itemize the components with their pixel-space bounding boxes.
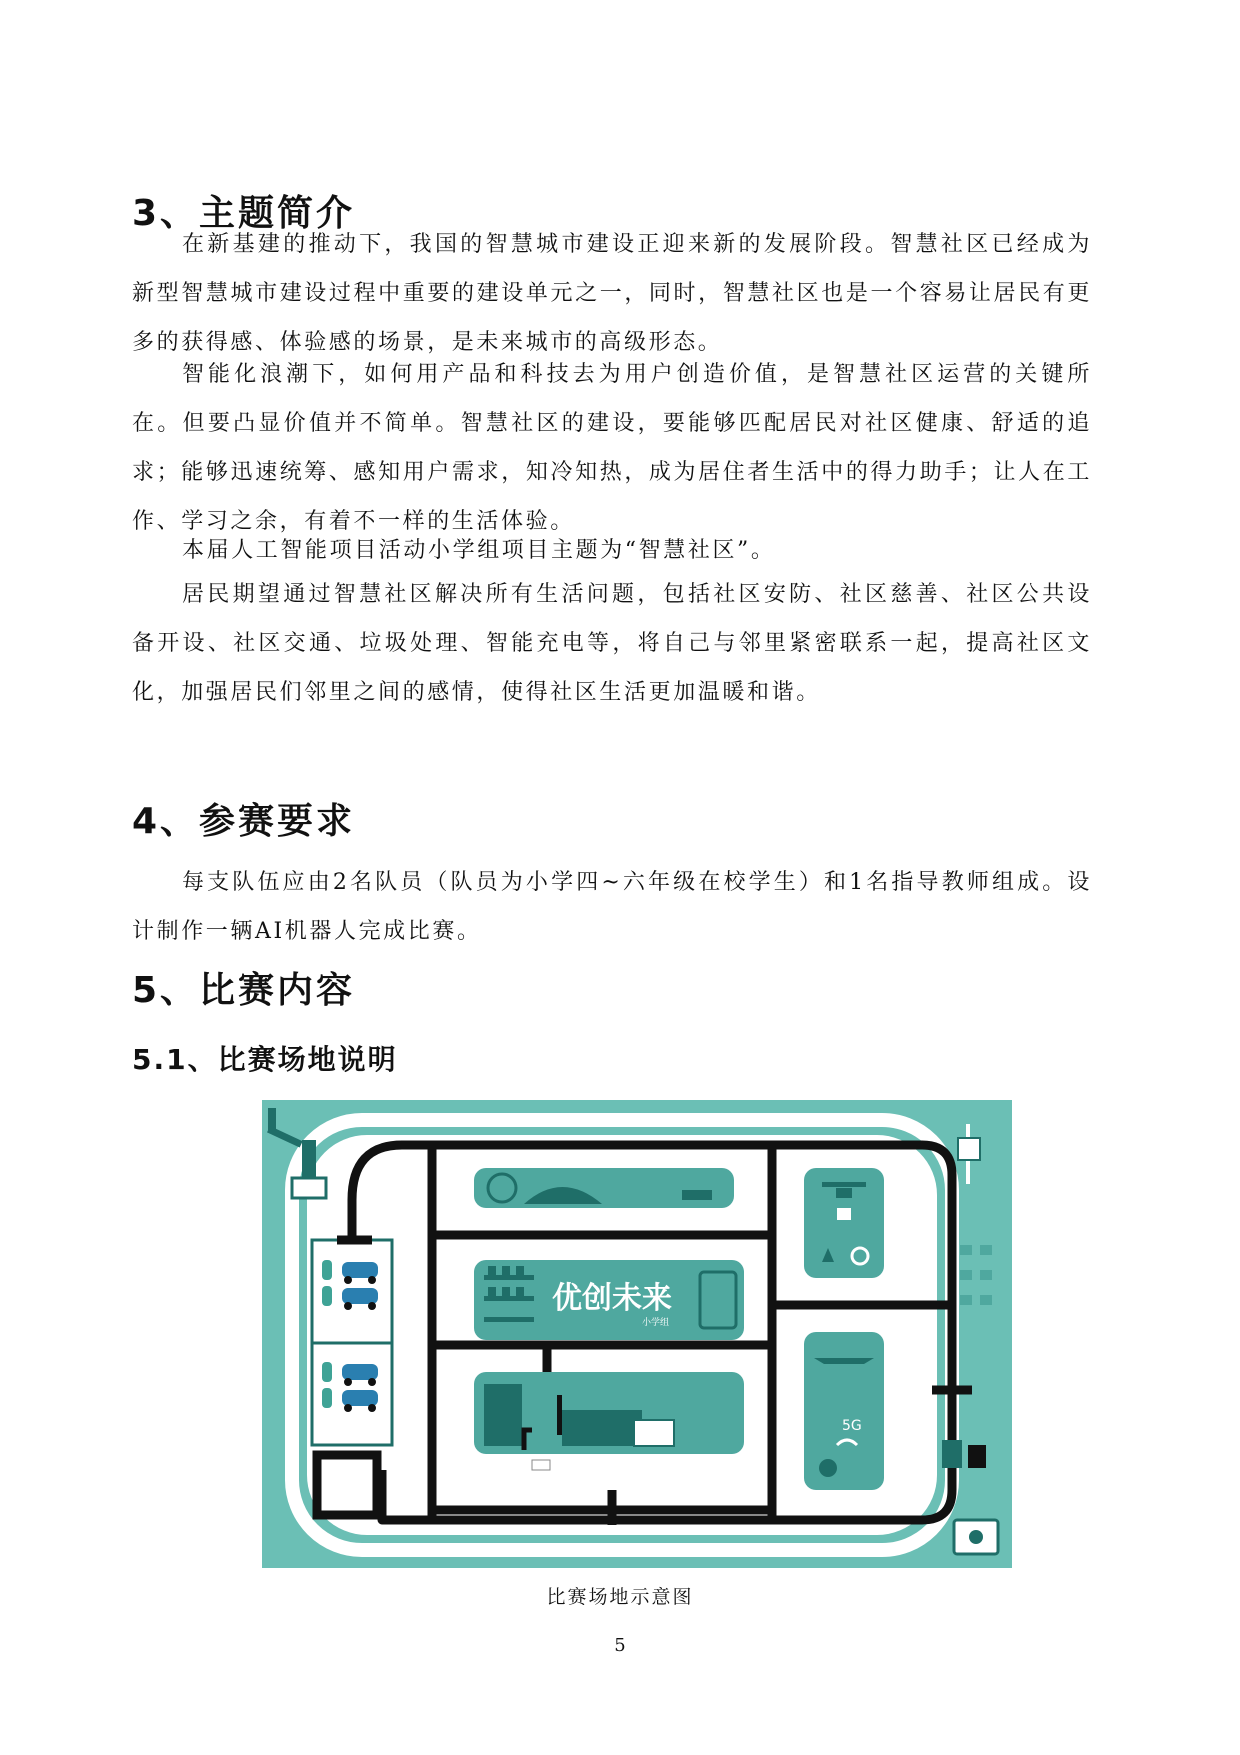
paragraph: 在新基建的推动下，我国的智慧城市建设正迎来新的发展阶段。智慧社区已经成为新型智慧城市建设过程中重要的建设单元之一，同时，智慧社区也是一个容易让居民有更多的获得感、体验感的场景，是未来城市的高级形态。 <box>132 232 1092 355</box>
satellite-dish-icon <box>819 1459 837 1477</box>
drone-icon <box>822 1182 866 1187</box>
paragraph: 每支队伍应由2名队员（队员为小学四~六年级在校学生）和1名指导教师组成。设计制作一辆AI机器人完成比赛。 <box>132 870 1092 944</box>
city-panel <box>474 1372 744 1454</box>
building-icon <box>484 1384 522 1446</box>
5g-label: 5G <box>842 1418 862 1434</box>
banner-panel <box>474 1260 744 1340</box>
communication-panel <box>804 1332 884 1490</box>
banner-subtitle: 小学组 <box>642 1318 670 1328</box>
drone-panel <box>804 1168 884 1278</box>
banner-title: 优创未来 <box>552 1281 672 1316</box>
trash-bin-icon <box>942 1440 962 1468</box>
figure-caption: 比赛场地示意图 <box>546 1586 694 1608</box>
paragraph: 本届人工智能项目活动小学组项目主题为“智慧社区”。 <box>182 538 776 563</box>
section-heading-3: 3、主题简介 <box>132 193 356 234</box>
airplane-icon <box>814 1358 874 1364</box>
seesaw-icon <box>682 1190 712 1200</box>
subsection-heading-5-1: 5.1、比赛场地说明 <box>132 1043 398 1076</box>
sensor-icon <box>958 1138 980 1160</box>
parcel-icon <box>837 1208 851 1220</box>
window-icon <box>960 1270 972 1280</box>
charging-station-panel <box>312 1240 392 1445</box>
paragraph: 居民期望通过智慧社区解决所有生活问题，包括社区安防、社区慈善、社区公共设备开设、社区交通、垃圾处理、智能充电等，将自己与邻里紧密联系一起，提高社区文化，加强居民们邻里之间的感情，使得社区生活更加温暖和谐。 <box>132 582 1092 705</box>
window-icon <box>980 1245 992 1255</box>
paragraph: 智能化浪潮下，如何用产品和科技去为用户创造价值，是智慧社区运营的关键所在。但要凸显价值并不简单。智慧社区的建设，要能够匹配居民对社区健康、舒适的追求；能够迅速统筹、感知用户需求，知冷知热，成为居住者生活中的得力助手；让人在工作、学习之余，有着不一样的生活体验。 <box>132 362 1092 534</box>
competition-field-diagram <box>262 1100 1012 1568</box>
park-panel <box>474 1168 734 1208</box>
window-icon <box>960 1245 972 1255</box>
page-number: 5 <box>614 1635 626 1656</box>
window-icon <box>980 1270 992 1280</box>
section-heading-4: 4、参赛要求 <box>132 801 356 842</box>
section-heading-5: 5、比赛内容 <box>132 970 356 1011</box>
traffic-light-icon <box>557 1395 562 1435</box>
window-icon <box>980 1295 992 1305</box>
shop-icon <box>634 1420 674 1446</box>
trash-bin-icon <box>968 1445 986 1468</box>
window-icon <box>960 1295 972 1305</box>
building-icon <box>562 1410 642 1446</box>
